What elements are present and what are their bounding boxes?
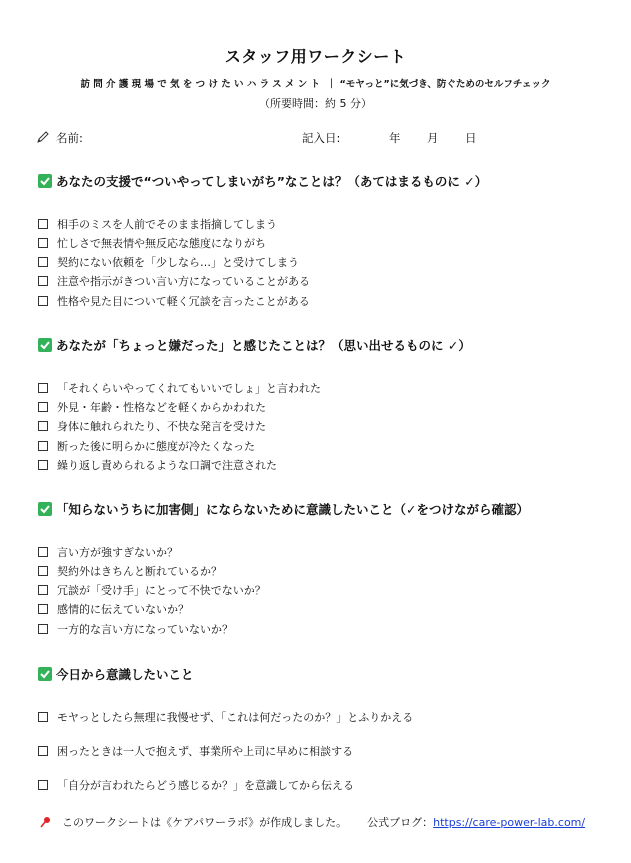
checklist-item-text: 「それくらいやってくれてもいいでしょ」と言われた	[57, 381, 321, 395]
worksheet-title: スタッフ用ワークシート	[224, 47, 407, 66]
checklist-item-text: 冗談が「受け手」にとって不快でないか？	[57, 583, 266, 597]
month-label: 月	[427, 131, 439, 145]
checklist-item-text: 外見・年齢・性格などを軽くからかわれた	[57, 400, 266, 414]
checklist-item-text: 「自分が言われたらどう感じるか？」を意識してから伝える	[57, 778, 354, 792]
checkbox[interactable]	[38, 712, 48, 722]
checkbox[interactable]	[38, 238, 48, 248]
checkbox[interactable]	[38, 441, 48, 451]
checklist-item-text: モヤっとしたら無理に我慢せず、「これは何だったのか？」とふりかえる	[57, 710, 414, 724]
subtitle-topic: 訪問介護現場で気をつけたいハラスメント	[80, 79, 324, 90]
footer	[40, 814, 585, 830]
checklist-item[interactable]	[38, 601, 189, 616]
section-heading	[38, 500, 529, 518]
checkbox[interactable]	[38, 276, 48, 286]
checklist-item-text: 忙しさで無表情や無反応な態度になりがち	[57, 236, 266, 250]
checkbox[interactable]	[38, 585, 48, 595]
checklist-item-text: 契約外はきちんと断れているか？	[57, 564, 222, 578]
section-heading-text: あなたの支援で“ついやってしまいがち”なことは？（あてはまるものに ✓）	[56, 174, 488, 189]
checklist-item[interactable]	[38, 235, 266, 250]
date-label: 記入日:	[302, 131, 341, 145]
checklist-item[interactable]	[38, 777, 354, 792]
year-label: 年	[389, 131, 401, 145]
checkbox[interactable]	[38, 604, 48, 614]
checkbox[interactable]	[38, 624, 48, 634]
checklist-item[interactable]	[38, 743, 353, 758]
checklist-item-text: 繰り返し責められるような口調で注意された	[57, 458, 277, 472]
checkbox[interactable]	[38, 566, 48, 576]
blog-link[interactable]: https://care-power-lab.com/	[433, 815, 586, 829]
pushpin-icon	[40, 816, 52, 828]
checklist-item-text: 身体に触れられたり、不快な発言を受けた	[57, 419, 266, 433]
green-checkbox-icon	[38, 174, 52, 188]
checkbox[interactable]	[38, 547, 48, 557]
checklist-item-text: 困ったときは一人で抱えず、事業所や上司に早めに相談する	[57, 744, 354, 758]
checklist-item[interactable]	[38, 293, 310, 308]
checkbox[interactable]	[38, 257, 48, 267]
subtitle-description: “モヤっと”に気づき、防ぐためのセルフチェック	[339, 79, 551, 90]
footer-credit: このワークシートは《ケアパワーラボ》が作成しました。	[62, 816, 348, 829]
checklist-item[interactable]	[38, 438, 255, 453]
checklist-item[interactable]	[38, 254, 299, 269]
blog-label: 公式ブログ：	[367, 816, 434, 829]
section-heading	[38, 665, 194, 683]
green-checkbox-icon	[38, 667, 52, 681]
checklist-item-text: 言い方が強すぎないか？	[57, 545, 178, 559]
section-heading-text: 今日から意識したいこと	[56, 667, 194, 682]
checklist-item[interactable]	[38, 563, 222, 578]
checklist-item[interactable]	[38, 380, 321, 395]
checkbox[interactable]	[38, 421, 48, 431]
checkbox[interactable]	[38, 219, 48, 229]
checkbox[interactable]	[38, 402, 48, 412]
checklist-item[interactable]	[38, 418, 266, 433]
checkbox[interactable]	[38, 780, 48, 790]
checklist-item[interactable]	[38, 544, 178, 559]
checklist-item-text: 相手のミスを人前でそのまま指摘してしまう	[57, 217, 277, 231]
subtitle-separator: ｜	[326, 79, 337, 90]
worksheet-subtitle	[0, 76, 631, 90]
checklist-item[interactable]	[38, 273, 310, 288]
checkbox[interactable]	[38, 383, 48, 393]
checklist-item-text: 性格や見た目について軽く冗談を言ったことがある	[57, 294, 310, 308]
section-heading	[38, 172, 487, 190]
checklist-item-text: 感情的に伝えていないか？	[57, 602, 189, 616]
checklist-item-text: 注意や指示がきつい言い方になっていることがある	[57, 274, 310, 288]
pencil-icon	[36, 130, 50, 144]
time-required: （所要時間：約 5 分）	[259, 97, 372, 110]
name-label: 名前:	[56, 131, 83, 145]
checklist-item[interactable]	[38, 399, 266, 414]
checklist-item[interactable]	[38, 457, 277, 472]
checklist-item[interactable]	[38, 621, 233, 636]
checklist-item[interactable]	[38, 582, 266, 597]
section-heading	[38, 336, 471, 354]
checklist-item[interactable]	[38, 709, 413, 724]
checkbox[interactable]	[38, 296, 48, 306]
checklist-item-text: 断った後に明らかに態度が冷たくなった	[57, 439, 255, 453]
green-checkbox-icon	[38, 502, 52, 516]
checklist-item-text: 契約にない依頼を「少しなら…」と受けてしまう	[57, 255, 299, 269]
day-label: 日	[465, 131, 477, 145]
checklist-item-text: 一方的な言い方になっていないか？	[57, 622, 233, 636]
checkbox[interactable]	[38, 746, 48, 756]
section-heading-text: あなたが「ちょっと嫌だった」と感じたことは？（思い出せるものに ✓）	[56, 338, 471, 353]
green-checkbox-icon	[38, 338, 52, 352]
checkbox[interactable]	[38, 460, 48, 470]
checklist-item[interactable]	[38, 216, 277, 231]
section-heading-text: 「知らないうちに加害側」にならないために意識したいこと（✓をつけながら確認）	[56, 502, 529, 517]
info-row	[0, 130, 631, 146]
